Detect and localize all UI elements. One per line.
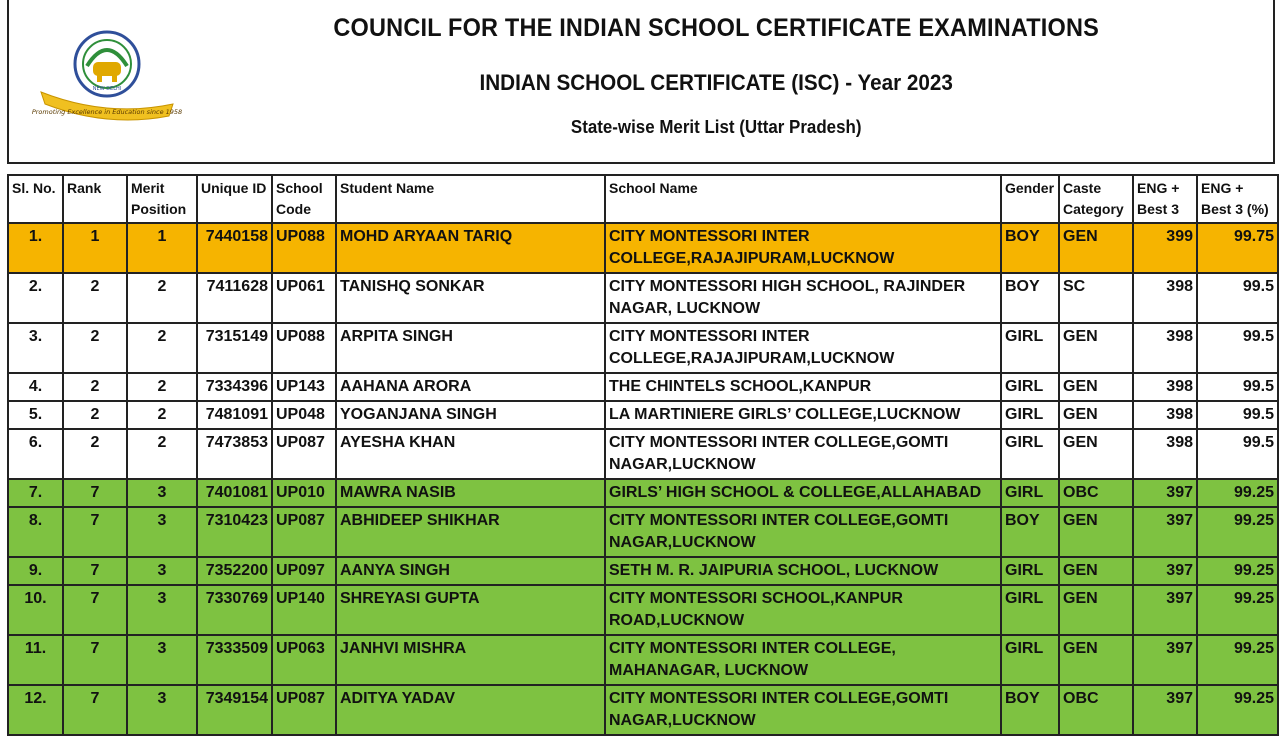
school-code-cell: UP097 <box>272 557 336 585</box>
student-name-cell: ADITYA YADAV <box>336 685 605 735</box>
marks-cell: 397 <box>1133 507 1197 557</box>
merit-position-cell: 1 <box>127 223 197 273</box>
sl-no-cell: 1. <box>8 223 63 273</box>
gender-cell: GIRL <box>1001 373 1059 401</box>
gender-cell: BOY <box>1001 685 1059 735</box>
marks-cell: 398 <box>1133 373 1197 401</box>
school-code-cell: UP087 <box>272 685 336 735</box>
gender-cell: GIRL <box>1001 557 1059 585</box>
column-header: Unique ID <box>197 175 272 223</box>
school-code-cell: UP088 <box>272 223 336 273</box>
sl-no-cell: 8. <box>8 507 63 557</box>
table-row <box>8 401 1278 429</box>
table-header-row <box>8 175 1278 223</box>
merit-position-cell: 2 <box>127 323 197 373</box>
gender-cell: GIRL <box>1001 635 1059 685</box>
school-code-cell: UP088 <box>272 323 336 373</box>
merit-table <box>7 174 1279 736</box>
table-body <box>8 223 1278 735</box>
rank-cell: 2 <box>63 323 127 373</box>
merit-position-cell: 2 <box>127 273 197 323</box>
table-row <box>8 323 1278 373</box>
page-header <box>7 0 1275 164</box>
unique-id-cell: 7440158 <box>197 223 272 273</box>
unique-id-cell: 7352200 <box>197 557 272 585</box>
logo-city-text: NEW DELHI <box>92 86 122 92</box>
caste-category-cell: OBC <box>1059 479 1133 507</box>
rank-cell: 7 <box>63 685 127 735</box>
sl-no-cell: 11. <box>8 635 63 685</box>
unique-id-cell: 7473853 <box>197 429 272 479</box>
unique-id-cell: 7330769 <box>197 585 272 635</box>
rank-cell: 2 <box>63 429 127 479</box>
merit-position-cell: 3 <box>127 685 197 735</box>
unique-id-cell: 7349154 <box>197 685 272 735</box>
rank-cell: 1 <box>63 223 127 273</box>
column-header: Gender <box>1001 175 1059 223</box>
gender-cell: GIRL <box>1001 585 1059 635</box>
gender-cell: GIRL <box>1001 323 1059 373</box>
school-name-cell: GIRLS’ HIGH SCHOOL & COLLEGE,ALLAHABAD <box>605 479 1001 507</box>
school-code-cell: UP048 <box>272 401 336 429</box>
student-name-cell: ARPITA SINGH <box>336 323 605 373</box>
school-name-cell: CITY MONTESSORI INTER COLLEGE,GOMTI NAGAR,LUCKNOW <box>605 507 1001 557</box>
caste-category-cell: GEN <box>1059 223 1133 273</box>
merit-position-cell: 3 <box>127 507 197 557</box>
merit-list-title: State-wise Merit List (Uttar Pradesh) <box>570 117 862 137</box>
sl-no-cell: 9. <box>8 557 63 585</box>
percentage-cell: 99.5 <box>1197 273 1278 323</box>
table-row <box>8 373 1278 401</box>
marks-cell: 397 <box>1133 557 1197 585</box>
column-header: School Name <box>605 175 1001 223</box>
percentage-cell: 99.25 <box>1197 479 1278 507</box>
exam-title: INDIAN SCHOOL CERTIFICATE (ISC) - Year 2023 <box>479 70 953 95</box>
rank-cell: 2 <box>63 373 127 401</box>
unique-id-cell: 7401081 <box>197 479 272 507</box>
student-name-cell: YOGANJANA SINGH <box>336 401 605 429</box>
unique-id-cell: 7333509 <box>197 635 272 685</box>
percentage-cell: 99.25 <box>1197 685 1278 735</box>
table-row <box>8 685 1278 735</box>
school-name-cell: CITY MONTESSORI INTER COLLEGE,RAJAJIPURAM,LUCKNOW <box>605 323 1001 373</box>
caste-category-cell: OBC <box>1059 685 1133 735</box>
rank-cell: 7 <box>63 479 127 507</box>
school-name-cell: THE CHINTELS SCHOOL,KANPUR <box>605 373 1001 401</box>
caste-category-cell: SC <box>1059 273 1133 323</box>
percentage-cell: 99.25 <box>1197 635 1278 685</box>
school-name-cell: CITY MONTESSORI HIGH SCHOOL, RAJINDER NAGAR, LUCKNOW <box>605 273 1001 323</box>
table-row <box>8 479 1278 507</box>
caste-category-cell: GEN <box>1059 401 1133 429</box>
sl-no-cell: 3. <box>8 323 63 373</box>
school-name-cell: CITY MONTESSORI INTER COLLEGE,RAJAJIPURAM,LUCKNOW <box>605 223 1001 273</box>
school-name-cell: LA MARTINIERE GIRLS’ COLLEGE,LUCKNOW <box>605 401 1001 429</box>
logo-ribbon-text: Promoting Excellence in Education since 1958 <box>31 108 183 116</box>
rank-cell: 7 <box>63 585 127 635</box>
caste-category-cell: GEN <box>1059 635 1133 685</box>
gender-cell: BOY <box>1001 223 1059 273</box>
school-name-cell: SETH M. R. JAIPURIA SCHOOL, LUCKNOW <box>605 557 1001 585</box>
school-code-cell: UP061 <box>272 273 336 323</box>
student-name-cell: JANHVI MISHRA <box>336 635 605 685</box>
column-header: ENG + Best 3 <box>1133 175 1197 223</box>
merit-position-cell: 3 <box>127 585 197 635</box>
school-code-cell: UP143 <box>272 373 336 401</box>
unique-id-cell: 7310423 <box>197 507 272 557</box>
rank-cell: 7 <box>63 557 127 585</box>
gender-cell: BOY <box>1001 273 1059 323</box>
school-name-cell: CITY MONTESSORI INTER COLLEGE,GOMTI NAGAR,LUCKNOW <box>605 429 1001 479</box>
caste-category-cell: GEN <box>1059 585 1133 635</box>
column-header: School Code <box>272 175 336 223</box>
caste-category-cell: GEN <box>1059 323 1133 373</box>
column-header: Sl. No. <box>8 175 63 223</box>
caste-category-cell: GEN <box>1059 429 1133 479</box>
marks-cell: 398 <box>1133 273 1197 323</box>
school-name-cell: CITY MONTESSORI INTER COLLEGE, MAHANAGAR, LUCKNOW <box>605 635 1001 685</box>
percentage-cell: 99.25 <box>1197 507 1278 557</box>
sl-no-cell: 2. <box>8 273 63 323</box>
percentage-cell: 99.75 <box>1197 223 1278 273</box>
school-code-cell: UP063 <box>272 635 336 685</box>
percentage-cell: 99.25 <box>1197 557 1278 585</box>
council-title: COUNCIL FOR THE INDIAN SCHOOL CERTIFICATE EXAMINATIONS <box>333 14 1100 42</box>
merit-position-cell: 3 <box>127 635 197 685</box>
marks-cell: 398 <box>1133 323 1197 373</box>
percentage-cell: 99.25 <box>1197 585 1278 635</box>
column-header: Merit Position <box>127 175 197 223</box>
student-name-cell: MAWRA NASIB <box>336 479 605 507</box>
merit-position-cell: 2 <box>127 401 197 429</box>
percentage-cell: 99.5 <box>1197 323 1278 373</box>
column-header: ENG + Best 3 (%) <box>1197 175 1278 223</box>
student-name-cell: AANYA SINGH <box>336 557 605 585</box>
student-name-cell: AYESHA KHAN <box>336 429 605 479</box>
rank-cell: 2 <box>63 273 127 323</box>
sl-no-cell: 4. <box>8 373 63 401</box>
student-name-cell: MOHD ARYAAN TARIQ <box>336 223 605 273</box>
marks-cell: 398 <box>1133 429 1197 479</box>
percentage-cell: 99.5 <box>1197 401 1278 429</box>
column-header: Caste Category <box>1059 175 1133 223</box>
marks-cell: 397 <box>1133 635 1197 685</box>
table-row <box>8 223 1278 273</box>
marks-cell: 397 <box>1133 685 1197 735</box>
percentage-cell: 99.5 <box>1197 429 1278 479</box>
merit-position-cell: 2 <box>127 373 197 401</box>
percentage-cell: 99.5 <box>1197 373 1278 401</box>
marks-cell: 397 <box>1133 585 1197 635</box>
gender-cell: BOY <box>1001 507 1059 557</box>
gender-cell: GIRL <box>1001 401 1059 429</box>
student-name-cell: ABHIDEEP SHIKHAR <box>336 507 605 557</box>
school-code-cell: UP010 <box>272 479 336 507</box>
school-name-cell: CITY MONTESSORI SCHOOL,KANPUR ROAD,LUCKNOW <box>605 585 1001 635</box>
sl-no-cell: 5. <box>8 401 63 429</box>
gender-cell: GIRL <box>1001 429 1059 479</box>
table-row <box>8 635 1278 685</box>
rank-cell: 7 <box>63 635 127 685</box>
rank-cell: 2 <box>63 401 127 429</box>
marks-cell: 397 <box>1133 479 1197 507</box>
caste-category-cell: GEN <box>1059 373 1133 401</box>
sl-no-cell: 10. <box>8 585 63 635</box>
school-code-cell: UP140 <box>272 585 336 635</box>
unique-id-cell: 7481091 <box>197 401 272 429</box>
table-row <box>8 429 1278 479</box>
student-name-cell: SHREYASI GUPTA <box>336 585 605 635</box>
merit-position-cell: 3 <box>127 479 197 507</box>
sl-no-cell: 6. <box>8 429 63 479</box>
table-row <box>8 585 1278 635</box>
gender-cell: GIRL <box>1001 479 1059 507</box>
column-header: Rank <box>63 175 127 223</box>
caste-category-cell: GEN <box>1059 507 1133 557</box>
table-row <box>8 273 1278 323</box>
merit-position-cell: 2 <box>127 429 197 479</box>
merit-position-cell: 3 <box>127 557 197 585</box>
sl-no-cell: 12. <box>8 685 63 735</box>
table-row <box>8 507 1278 557</box>
unique-id-cell: 7411628 <box>197 273 272 323</box>
caste-category-cell: GEN <box>1059 557 1133 585</box>
marks-cell: 399 <box>1133 223 1197 273</box>
student-name-cell: AAHANA ARORA <box>336 373 605 401</box>
sl-no-cell: 7. <box>8 479 63 507</box>
marks-cell: 398 <box>1133 401 1197 429</box>
school-name-cell: CITY MONTESSORI INTER COLLEGE,GOMTI NAGAR,LUCKNOW <box>605 685 1001 735</box>
school-code-cell: UP087 <box>272 429 336 479</box>
table-row <box>8 557 1278 585</box>
unique-id-cell: 7334396 <box>197 373 272 401</box>
school-code-cell: UP087 <box>272 507 336 557</box>
student-name-cell: TANISHQ SONKAR <box>336 273 605 323</box>
rank-cell: 7 <box>63 507 127 557</box>
unique-id-cell: 7315149 <box>197 323 272 373</box>
column-header: Student Name <box>336 175 605 223</box>
